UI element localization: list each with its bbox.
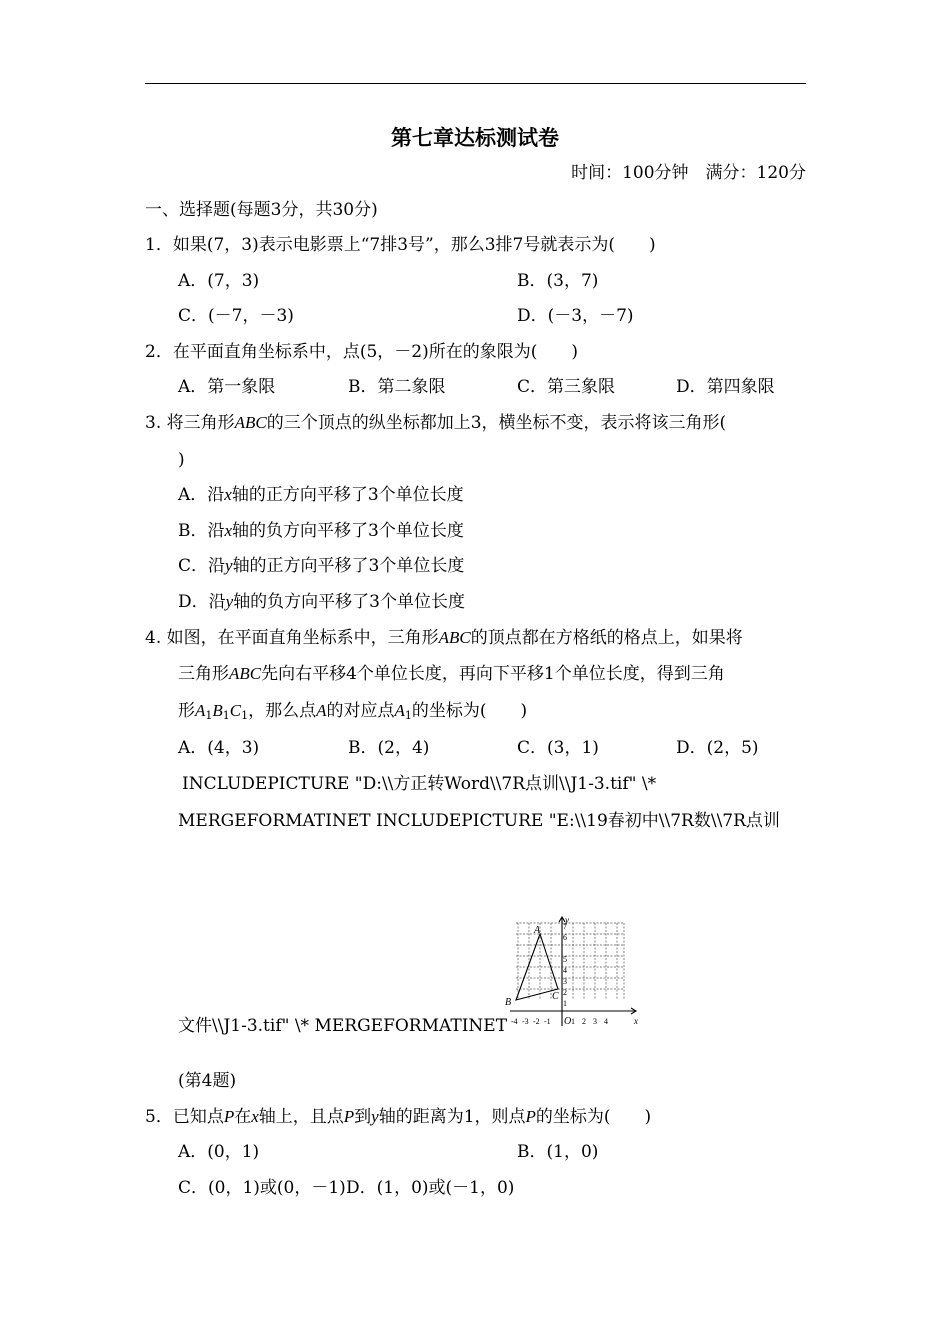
- q4-figure-caption: (第4题): [178, 1071, 237, 1091]
- x-axis-label: x: [634, 1016, 638, 1026]
- q4-option-b: B．(2，4): [348, 738, 430, 758]
- field-code-line1: INCLUDEPICTURE "D:\\方正转Word\\7R点训\\J1-3.tif" \*: [182, 774, 657, 794]
- x-tick-label: 1: [571, 1017, 575, 1026]
- field-code-line3: 文件\\J1-3.tif" \* MERGEFORMATINET: [178, 1016, 508, 1036]
- q3-stem: 3. 将三角形ABC的三个顶点的纵坐标都加上3，横坐标不变，表示将该三角形(: [145, 413, 727, 433]
- q4-coordinate-figure: [502, 916, 644, 1032]
- q3-option-a: A．沿x轴的正方向平移了3个单位长度: [178, 485, 464, 505]
- q4-stem-line3: 形$A_1B_1C_1$，那么点A的对应点$A_1$的坐标为( ): [178, 701, 528, 722]
- q1-option-a: A．(7，3): [178, 271, 260, 291]
- x-tick-label: -2: [533, 1017, 540, 1026]
- y-axis-label: y: [565, 916, 569, 925]
- grid-lines: [516, 923, 624, 1000]
- y-tick-label: 6: [563, 933, 567, 942]
- q3-option-b: B．沿x轴的负方向平移了3个单位长度: [178, 521, 464, 541]
- point-a-label: A: [534, 925, 541, 936]
- y-tick-label: 1: [563, 999, 567, 1008]
- q3-stem-continued: ): [178, 450, 185, 470]
- q1-option-d: D．(－3，－7): [517, 306, 634, 326]
- q1-stem: 1．如果(7，3)表示电影票上“7排3号”，那么3排7号就表示为( ): [145, 235, 656, 255]
- x-tick-label: -3: [522, 1017, 529, 1026]
- x-tick-label: 3: [593, 1017, 597, 1026]
- q1-option-c: C．(－7，－3): [178, 306, 294, 326]
- section-heading-choice: 一、选择题(每题3分，共30分): [145, 200, 378, 220]
- q4-stem-line2: 三角形ABC先向右平移4个单位长度，再向下平移1个单位长度，得到三角: [178, 664, 725, 684]
- q5-stem: 5．已知点P在x轴上，且点P到y轴的距离为1，则点P的坐标为( ): [145, 1107, 652, 1127]
- x-tick-label: 2: [582, 1017, 586, 1026]
- point-b-label: B: [505, 997, 512, 1008]
- q4-stem-line1: 4. 如图，在平面直角坐标系中，三角形ABC的顶点都在方格纸的格点上，如果将: [145, 628, 743, 648]
- q3-option-d: D．沿y轴的负方向平移了3个单位长度: [178, 592, 466, 612]
- q4-option-a: A．(4，3): [178, 738, 260, 758]
- y-tick-label: 2: [563, 988, 567, 997]
- y-tick-label: 4: [563, 966, 567, 975]
- x-tick-label: -4: [511, 1017, 518, 1026]
- q5-option-a: A．(0，1): [178, 1142, 260, 1162]
- page-title: 第七章达标测试卷: [391, 125, 559, 150]
- x-tick-label: -1: [544, 1017, 551, 1026]
- q1-option-b: B．(3，7): [517, 271, 599, 291]
- q5-option-c: C．(0，1)或(0，－1): [178, 1178, 346, 1198]
- q5-option-d: D．(1，0)或(－1，0): [346, 1178, 515, 1198]
- q2-option-a: A．第一象限: [178, 377, 276, 397]
- time-score-info: 时间：100分钟 满分：120分: [571, 163, 806, 183]
- q2-stem: 2．在平面直角坐标系中，点(5，－2)所在的象限为( ): [145, 342, 578, 362]
- q5-option-b: B．(1，0): [517, 1142, 599, 1162]
- y-tick-label: 3: [563, 977, 567, 986]
- y-tick-label: 7: [563, 922, 567, 931]
- q2-option-b: B．第二象限: [348, 377, 446, 397]
- field-code-line2: MERGEFORMATINET INCLUDEPICTURE "E:\\19春初中\\7R数\\7R点训: [178, 811, 780, 831]
- point-c-label: C: [552, 991, 559, 1002]
- header-rule: [145, 83, 806, 84]
- q3-option-c: C．沿y轴的正方向平移了3个单位长度: [178, 556, 465, 576]
- y-tick-label: 5: [563, 955, 567, 964]
- q2-option-d: D．第四象限: [676, 377, 775, 397]
- q2-option-c: C．第三象限: [517, 377, 616, 397]
- origin-label: O: [564, 1016, 572, 1027]
- x-tick-label: 4: [604, 1017, 608, 1026]
- q4-option-c: C．(3，1): [517, 738, 599, 758]
- q4-option-d: D．(2，5): [676, 738, 759, 758]
- axes: [510, 917, 636, 1026]
